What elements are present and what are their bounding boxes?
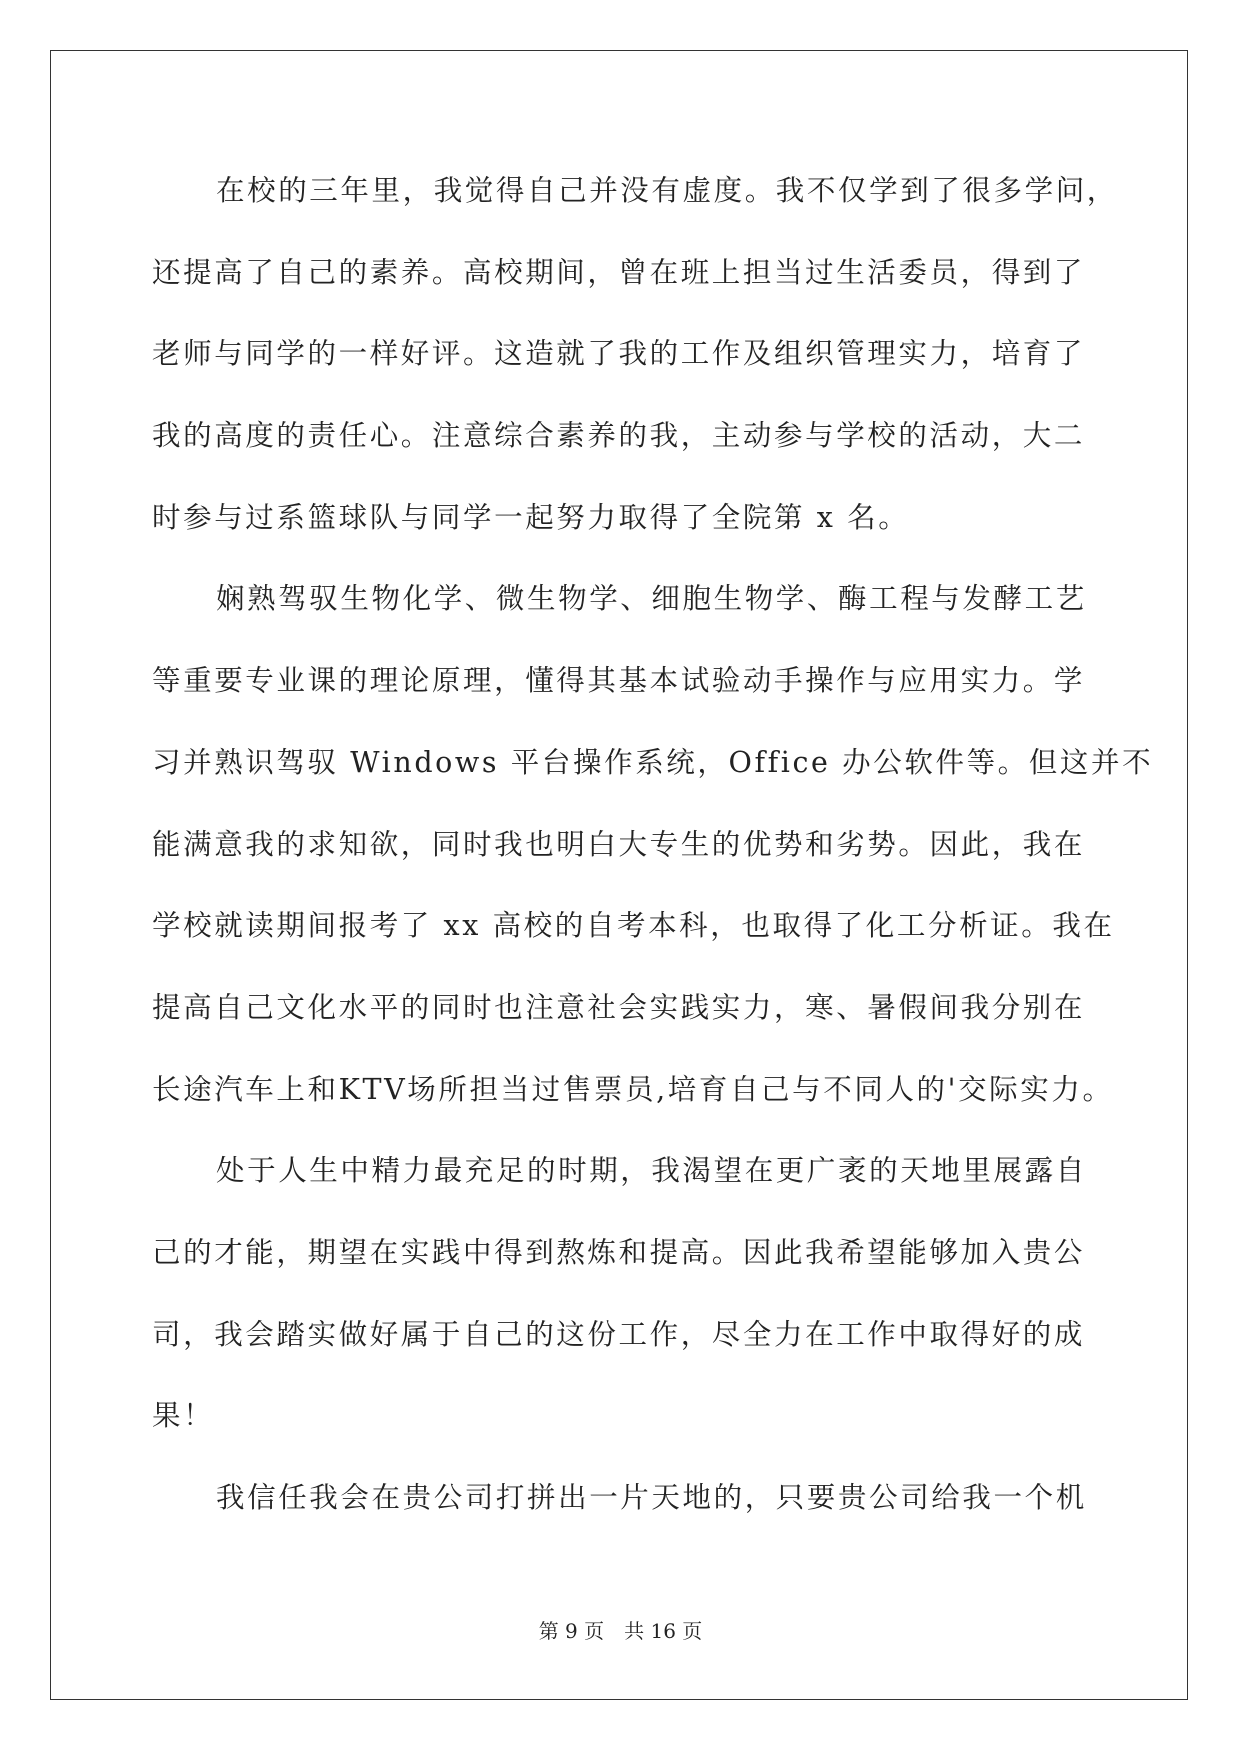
text-line: 提高自己文化水平的同时也注意社会实践实力，寒、暑假间我分别在 [152,990,1086,1024]
text-line: 我信任我会在贵公司打拼出一片天地的，只要贵公司给我一个机 [216,1481,1087,1514]
text-line: 老师与同学的一样好评。这造就了我的工作及组织管理实力，培育了 [152,337,1086,371]
text-line: 等重要专业课的理论原理，懂得其基本试验动手操作与应用实力。学 [152,664,1086,698]
text-line: 学校就读期间报考了 xx 高校的自考本科，也取得了化工分析证。我在 [152,909,1115,943]
text-line: 能满意我的求知欲，同时我也明白大专生的优势和劣势。因此，我在 [152,827,1086,861]
text-line: 我的高度的责任心。注意综合素养的我，主动参与学校的活动，大二 [152,419,1086,453]
text-line: 处于人生中精力最充足的时期，我渴望在更广袤的天地里展露自 [216,1154,1087,1188]
text-line: 在校的三年里，我觉得自己并没有虚度。我不仅学到了很多学问， [216,174,1118,207]
text-line: 己的才能，期望在实践中得到熬炼和提高。因此我希望能够加入贵公 [152,1235,1086,1269]
text-line: 时参与过系篮球队与同学一起努力取得了全院第 x 名。 [152,500,910,534]
text-line: 长途汽车上和KTV场所担当过售票员,培育自己与不同人的'交际实力。 [152,1072,1114,1106]
text-line: 习并熟识驾驭 Windows 平台操作系统，Office 办公软件等。但这并不 [152,745,1154,779]
text-line: 还提高了自己的素养。高校期间，曾在班上担当过生活委员，得到了 [152,255,1086,289]
text-line: 娴熟驾驭生物化学、微生物学、细胞生物学、酶工程与发酵工艺 [216,582,1087,616]
page-number: 第 9 页 共 16 页 [538,1619,703,1643]
text-line: 司，我会踏实做好属于自己的这份工作，尽全力在工作中取得好的成 [152,1317,1086,1351]
text-line: 果！ [152,1399,215,1433]
document-body [152,165,1154,1554]
